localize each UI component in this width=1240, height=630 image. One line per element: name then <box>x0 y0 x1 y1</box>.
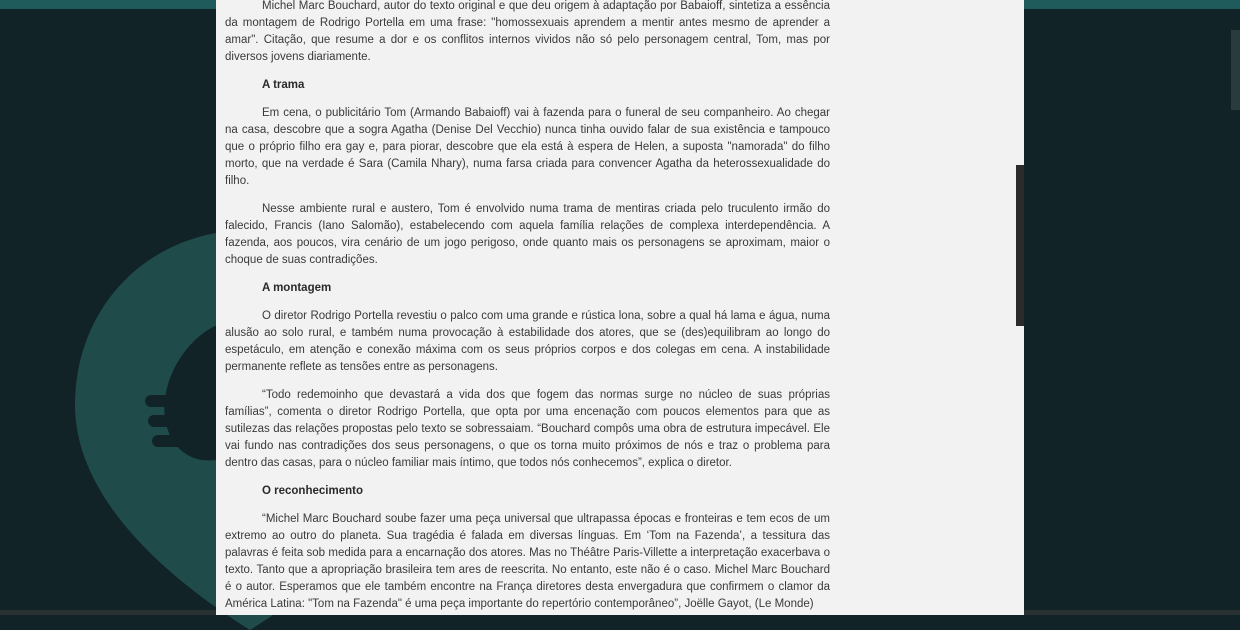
article-page <box>216 0 1024 615</box>
window-scrollbar[interactable] <box>1231 30 1240 110</box>
document-scrollbar-thumb[interactable] <box>1016 165 1024 326</box>
section-heading-reconhecimento: O reconhecimento <box>225 483 830 500</box>
section-heading-montagem: A montagem <box>225 280 830 297</box>
section-heading-trama: A trama <box>225 77 830 94</box>
article-paragraph: Nesse ambiente rural e austero, Tom é envolvido numa trama de mentiras criada pelo truculento irmão do falecido, Francis (Iano Salomão), estabelecendo com aquela família relações de complexa interdependência. A fazenda, aos poucos, vira cenário de um jogo perigoso, onde quanto mais os personagens se aproximam, maior o choque de suas contradições. <box>225 201 830 269</box>
article-paragraph: Michel Marc Bouchard, autor do texto original e que deu origem à adaptação por Babaioff, sintetiza a essência da montagem de Rodrigo Portella em uma frase: "homossexuais aprendem a mentir antes mesmo de aprender a amar". Citação, que resume a dor e os conflitos internos vividos não só pelo personagem central, Tom, mas por diversos jovens diariamente. <box>225 0 830 66</box>
article-paragraph: “Todo redemoinho que devastará a vida dos que fogem das normas surge no núcleo de suas próprias famílias”, comenta o diretor Rodrigo Portella, que opta por uma encenação com poucos elementos para que as sutilezas das relações propostas pelo texto se sobressaiam. “Bouchard compôs uma obra de estrutura impecável. Ele vai fundo nas contradições dos seus personagens, o que os torna muito próximos de nós e traz o problema para dentro das casas, para o núcleo familiar mais íntimo, que todos nós conhecemos”, explica o diretor. <box>225 387 830 472</box>
article-paragraph: Em cena, o publicitário Tom (Armando Babaioff) vai à fazenda para o funeral de seu companheiro. Ao chegar na casa, descobre que a sogra Agatha (Denise Del Vecchio) nunca tinha ouvido falar de sua existência e tampouco que o próprio filho era gay e, para piorar, descobre que ela está à espera de Helen, a suposta "namorada" do filho morto, que na verdade é Sara (Camila Nhary), numa farsa criada para convencer Agatha da heterossexualidade do filho. <box>225 105 830 190</box>
article-paragraph: O diretor Rodrigo Portella revestiu o palco com uma grande e rústica lona, sobre a qual há lama e água, numa alusão ao solo rural, e também numa provocação à estabilidade dos atores, que se (des)equilibram ao longo do espetáculo, em atenção e conexão máxima com os seus próprios corpos e dos colegas em cena. A instabilidade permanente reflete as tensões entre as personagens. <box>225 308 830 376</box>
article-content <box>225 0 830 615</box>
article-paragraph: “Michel Marc Bouchard soube fazer uma peça universal que ultrapassa épocas e fronteiras e tem ecos de um extremo ao outro do planeta. Sua tragédia é falada em diversas línguas. Em ‘Tom na Fazenda’, a tessitura das palavras é feita sob medida para a encarnação dos atores. Mas no Théâtre Paris-Villette a interpretação exacerbava o texto. Tanto que a apropriação brasileira tem ares de reescrita. No entanto, este não é o caso. Michel Marc Bouchard é o autor. Esperamos que ele também encontre na França diretores desta envergadura que confirmem o clamor da América Latina: "Tom na Fazenda" é uma peça importante do repertório contemporâneo”, Joëlle Gayot, (Le Monde) <box>225 511 830 613</box>
